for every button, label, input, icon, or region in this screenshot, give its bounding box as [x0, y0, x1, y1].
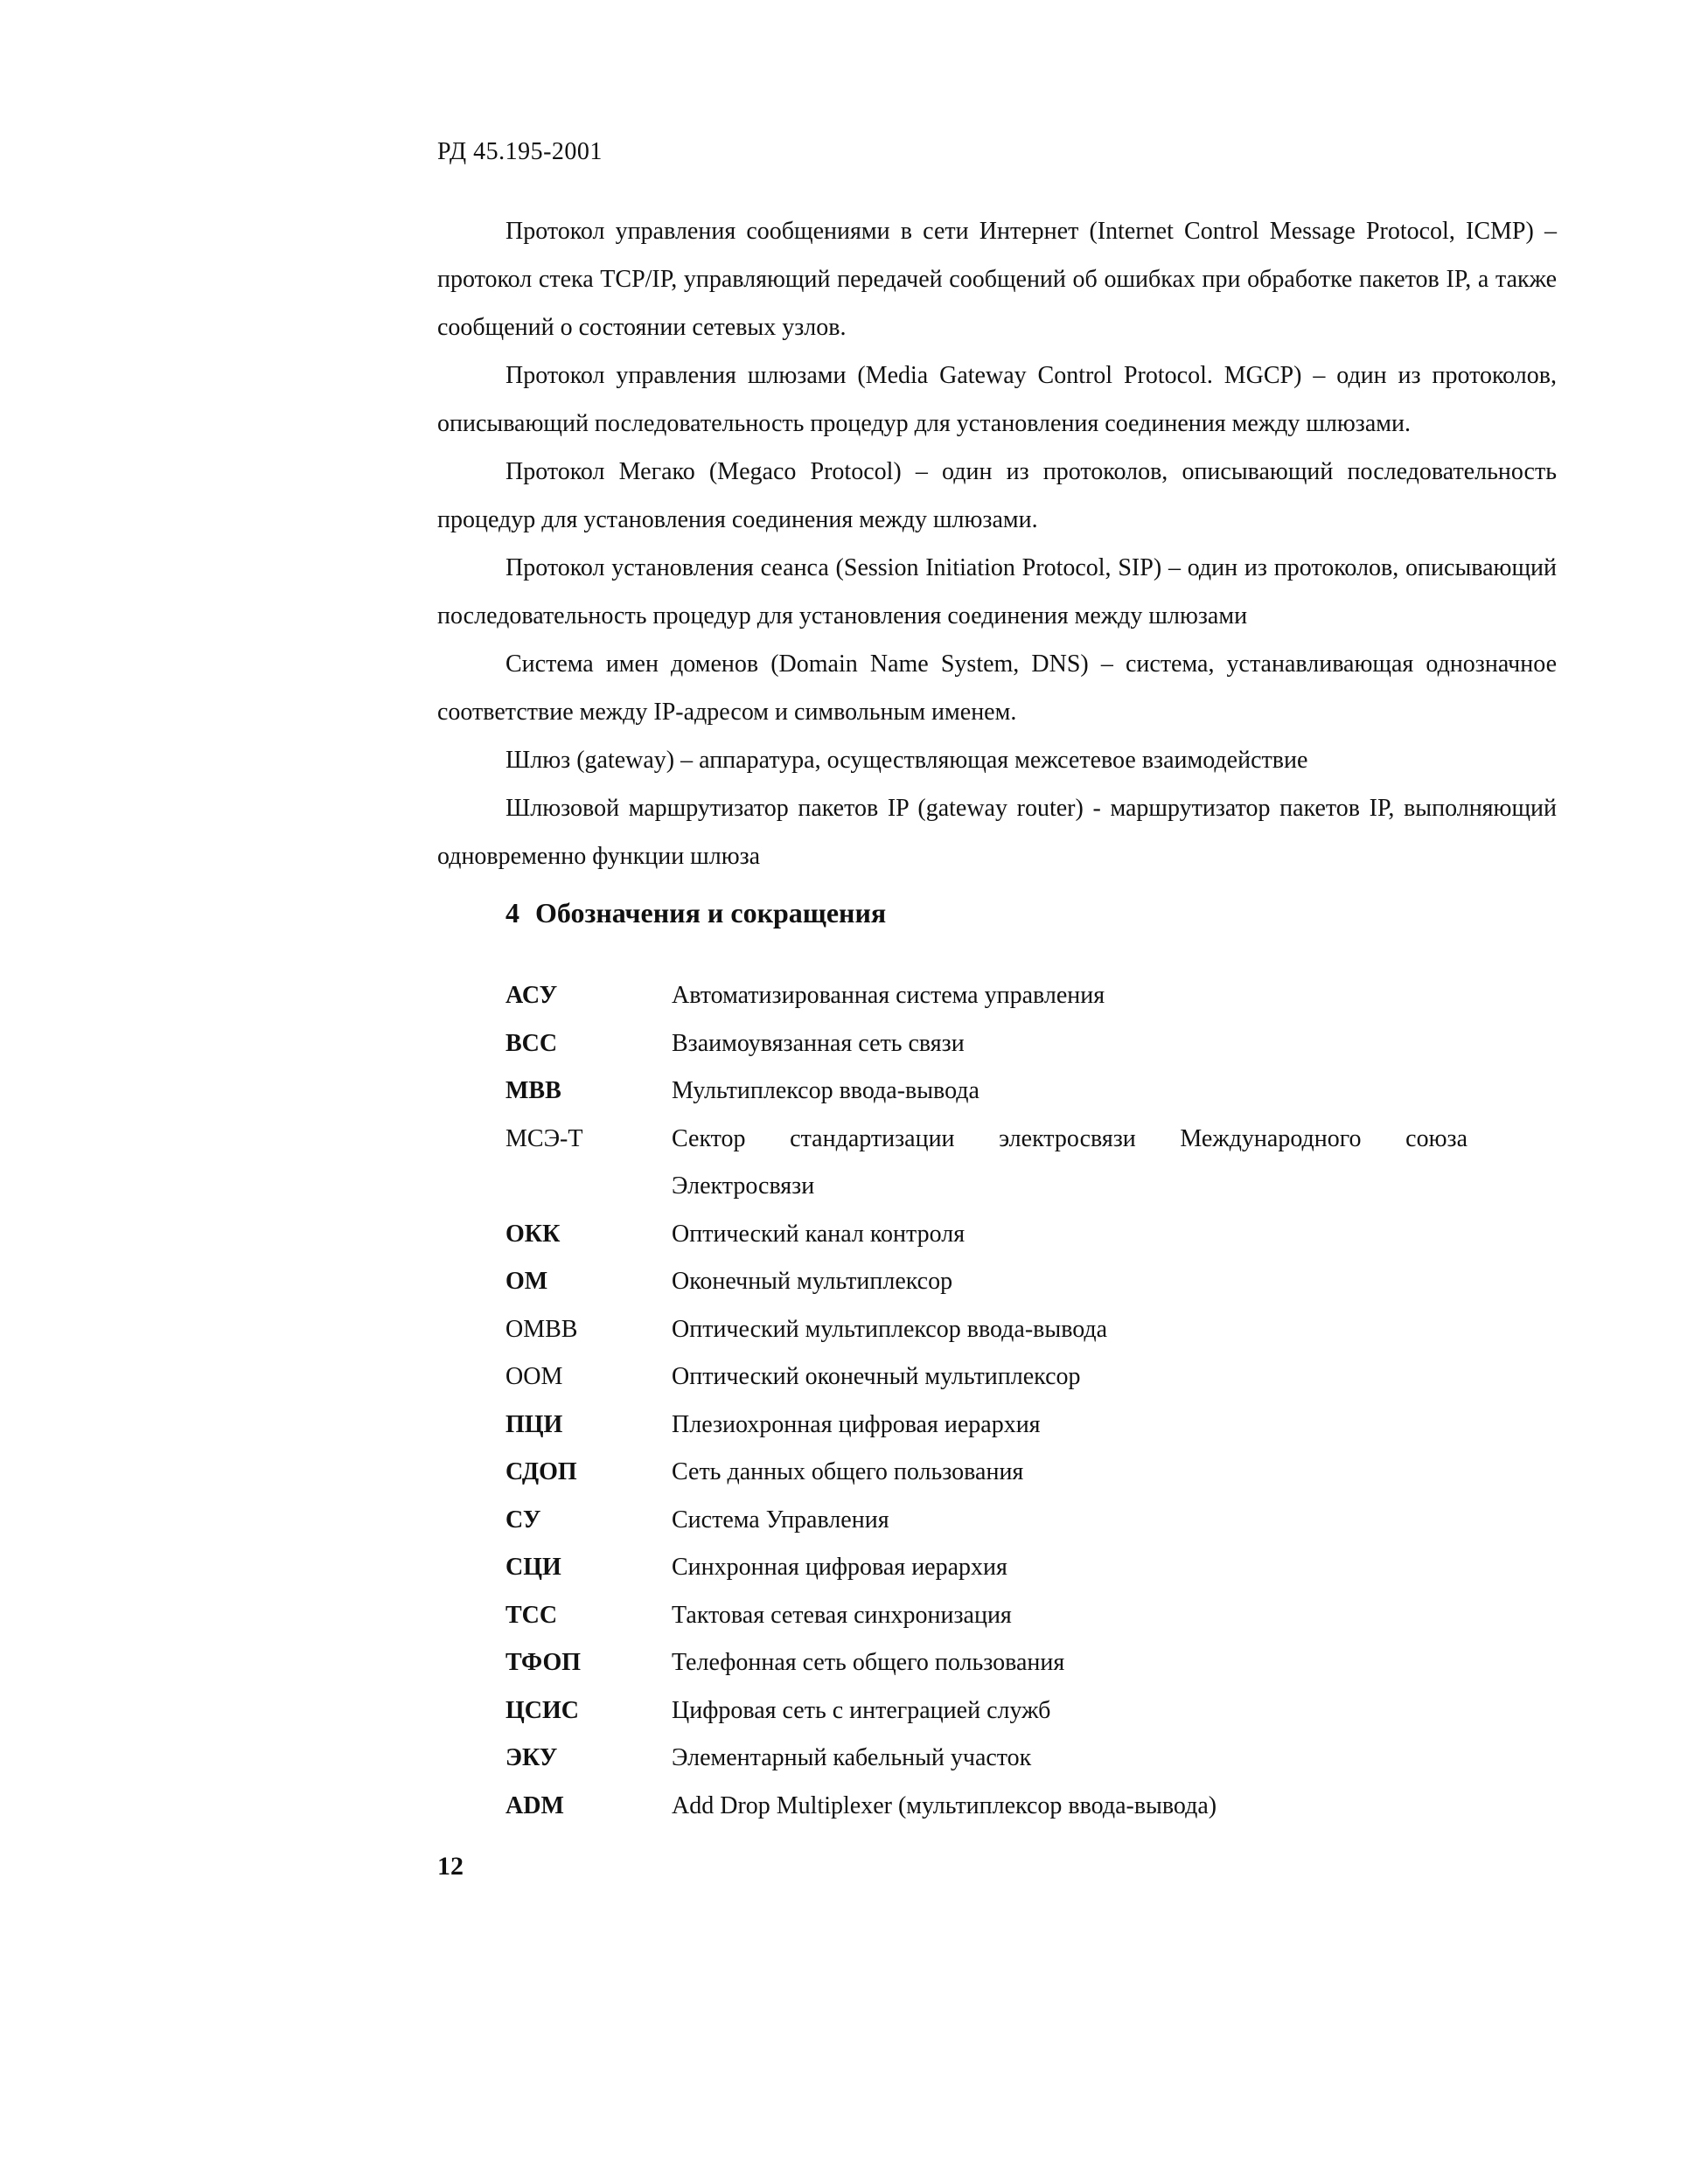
abbreviation-definition: Цифровая сеть с интеграцией служб — [672, 1696, 1051, 1724]
abbreviation-term: ЭКУ — [505, 1744, 558, 1771]
abbreviation-definition: Тактовая сетевая синхронизация — [672, 1601, 1012, 1629]
abbreviation-definition: Оптический канал контроля — [672, 1220, 966, 1248]
paragraph-icmp: Протокол управления сообщениями в сети Интернет (Internet Control Message Protocol, ICMP) – протокол стека TCP/IP, управляющий передачей сообщений об ошибках при обработке пакетов IP, а также сообщений о состоянии сетевых узлов. — [437, 218, 1557, 341]
abbreviation-definition: Синхронная цифровая иерархия — [672, 1554, 1007, 1581]
list-item — [505, 1783, 1467, 1831]
abbreviation-definition: Оптический оконечный мультиплексор — [672, 1363, 1081, 1390]
list-item — [505, 1211, 1467, 1259]
definitions-text — [437, 207, 1557, 880]
paragraph-sip: Протокол установления сеанса (Session Initiation Protocol, SIP) – один из протоколов, описывающий последовательность процедур для установления соединения между шлюзами — [437, 554, 1557, 629]
list-item — [505, 1402, 1467, 1450]
list-item — [505, 1687, 1467, 1735]
abbreviation-term: ЦСИС — [505, 1696, 579, 1724]
abbreviation-term: МВВ — [505, 1077, 561, 1104]
abbreviation-term: ОМ — [505, 1268, 548, 1295]
abbreviation-definition: Элементарный кабельный участок — [672, 1744, 1032, 1771]
paragraph-gateway: Шлюз (gateway) – аппаратура, осуществляющая межсетевое взаимодействие — [505, 747, 1308, 774]
paragraph-gateway-router: Шлюзовой маршрутизатор пакетов IP (gateway router) - маршрутизатор пакетов IP, выполняющий одновременно функции шлюза — [437, 795, 1557, 870]
section-heading — [505, 897, 886, 929]
abbreviation-term: ADM — [505, 1791, 564, 1819]
abbreviation-definition: Сектор стандартизации электросвязи Международного союза — [672, 1124, 1467, 1152]
list-item — [505, 1116, 1467, 1164]
abbreviation-term: ТФОП — [505, 1649, 582, 1676]
list-item — [505, 972, 1467, 1020]
abbreviation-term: ВСС — [505, 1029, 558, 1057]
abbreviation-term: ОКК — [505, 1220, 561, 1248]
abbreviation-definition: Телефонная сеть общего пользования — [672, 1649, 1065, 1676]
list-item — [505, 1449, 1467, 1497]
list-item — [505, 1639, 1467, 1687]
abbreviation-term: СУ — [505, 1506, 541, 1534]
list-item — [505, 1592, 1467, 1640]
abbreviation-term: ОМВВ — [505, 1315, 578, 1343]
list-item — [505, 1353, 1467, 1402]
abbreviation-definition: Сеть данных общего пользования — [672, 1458, 1024, 1485]
abbreviation-definition: Add Drop Multiplexer (мультиплексор ввода-вывода) — [672, 1791, 1217, 1819]
abbreviation-term: СЦИ — [505, 1554, 561, 1581]
abbreviation-definition: Взаимоувязанная сеть связи — [672, 1029, 965, 1057]
abbreviations-list — [505, 972, 1467, 1830]
abbreviation-definition: Мультиплексор ввода-вывода — [672, 1077, 979, 1104]
abbreviation-term: МСЭ-Т — [505, 1124, 583, 1152]
list-item — [505, 1258, 1467, 1306]
section-title-text: Обозначения и сокращения — [535, 897, 887, 929]
paragraph-megaco: Протокол Мегако (Megaco Protocol) – один из протоколов, описывающий последовательность процедур для установления соединения между шлюзами. — [437, 458, 1557, 533]
abbreviation-definition-continuation: Электросвязи — [672, 1172, 815, 1200]
abbreviation-definition: Оптический мультиплексор ввода-вывода — [672, 1315, 1108, 1343]
section-number: 4 — [505, 897, 519, 929]
document-header: РД 45.195-2001 — [437, 138, 603, 165]
abbreviation-term: ПЦИ — [505, 1410, 563, 1438]
list-item — [505, 1544, 1467, 1592]
abbreviation-term: СДОП — [505, 1458, 577, 1485]
list-item — [505, 1020, 1467, 1068]
abbreviation-term: ООМ — [505, 1363, 563, 1390]
paragraph-dns: Система имен доменов (Domain Name System, DNS) – система, устанавливающая однозначное соответствие между IP-адресом и символьным именем. — [437, 650, 1557, 726]
page-number: 12 — [437, 1852, 464, 1881]
list-item — [505, 1497, 1467, 1545]
list-item-continuation — [505, 1163, 1467, 1211]
abbreviation-term: АСУ — [505, 982, 558, 1009]
abbreviation-term: ТСС — [505, 1601, 558, 1629]
abbreviation-definition: Автоматизированная система управления — [672, 982, 1105, 1009]
paragraph-mgcp: Протокол управления шлюзами (Media Gateway Control Protocol. MGCP) – один из протоколов, описывающий последовательность процедур для установления соединения между шлюзами. — [437, 362, 1557, 437]
abbreviation-definition: Система Управления — [672, 1506, 889, 1534]
abbreviation-definition: Плезиохронная цифровая иерархия — [672, 1410, 1041, 1438]
abbreviation-definition: Оконечный мультиплексор — [672, 1268, 953, 1295]
list-item — [505, 1735, 1467, 1783]
list-item — [505, 1306, 1467, 1354]
list-item — [505, 1068, 1467, 1116]
